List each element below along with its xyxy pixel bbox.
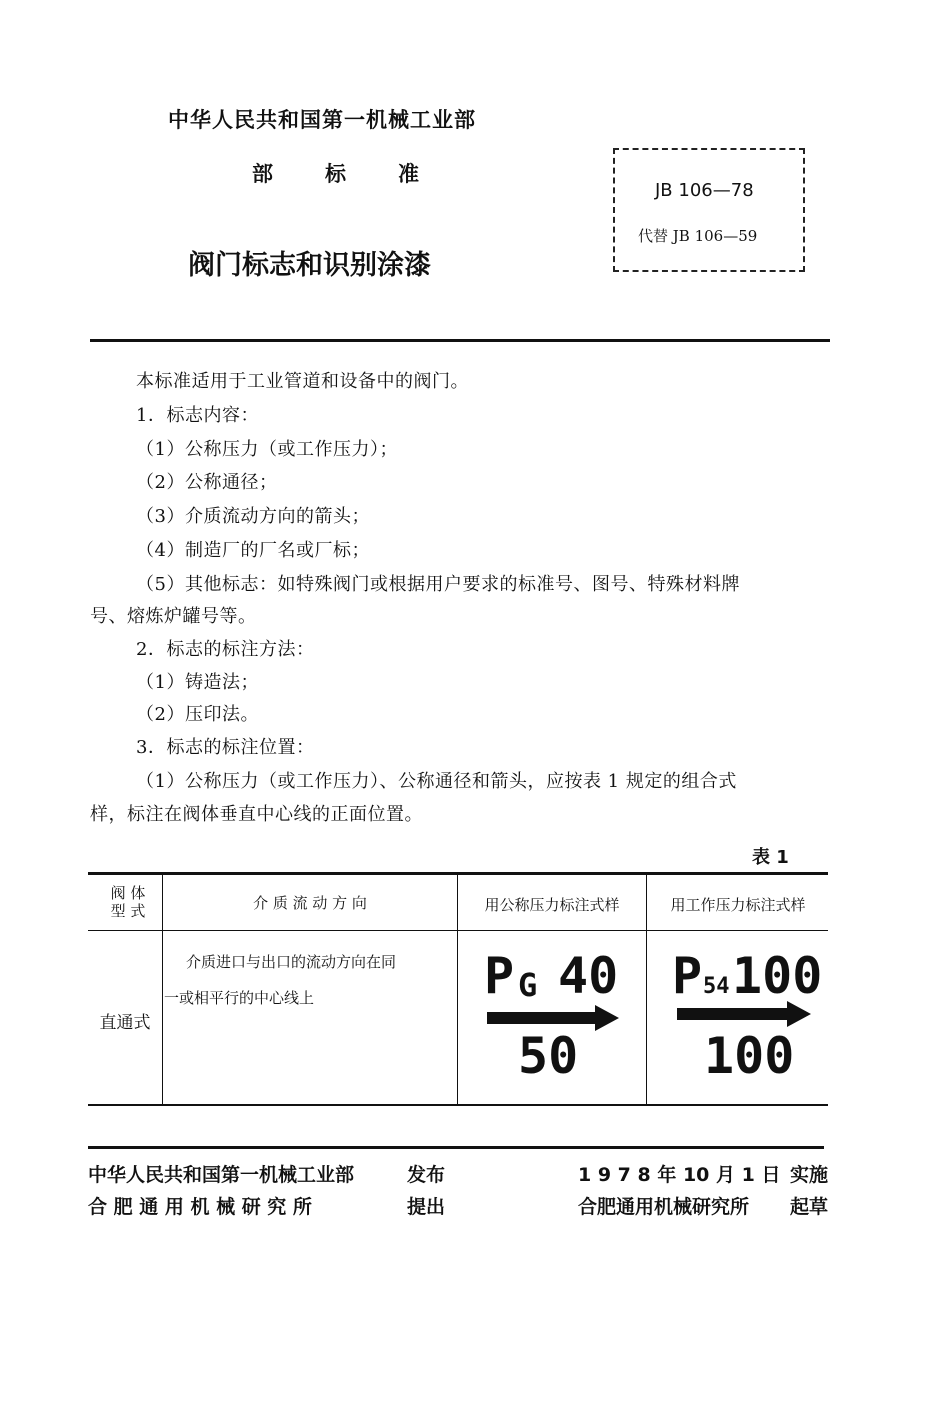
body-line-3-1: （1）公称压力（或工作压力）、公称通径和箭头，应按表 1 规定的组合式 <box>136 771 737 792</box>
table-label: 表 1 <box>752 847 789 868</box>
nominal-diameter-value: 50 <box>518 1027 579 1085</box>
body-line-1-1: （1）公称压力（或工作压力）； <box>136 439 398 460</box>
working-pressure-sub: 54 <box>703 974 730 999</box>
ministry-heading: 中华人民共和国第一机械工业部 <box>168 108 476 132</box>
body-line-1: 1．标志内容： <box>136 405 259 426</box>
header-working-pressure-style: 用工作压力标注式样 <box>670 896 806 914</box>
footer-draft-label: 起草 <box>790 1196 829 1218</box>
document-title: 阀门标志和识别涂漆 <box>188 250 431 281</box>
footer-rule <box>88 1146 824 1149</box>
nominal-pressure-p: P <box>484 947 515 1005</box>
body-line-1-5-cont: 号、熔炼炉罐号等。 <box>90 606 257 627</box>
footer-proposer: 合 肥 通 用 机 械 研 究 所 <box>88 1196 312 1218</box>
standard-type-char-3: 准 <box>398 162 419 186</box>
body-line-3: 3．标志的标注位置： <box>136 737 315 758</box>
body-line-2-2: （2）压印法。 <box>136 704 259 725</box>
working-flow-arrow-head <box>787 1001 811 1027</box>
standard-type <box>252 158 471 188</box>
nominal-pressure-value: 40 <box>558 947 619 1005</box>
header-flow-direction: 介 质 流 动 方 向 <box>253 894 367 912</box>
table-top-rule <box>88 872 828 875</box>
header-body-type-bottom: 型 式 <box>110 902 146 920</box>
row-flow-line-2: 一或相平行的中心线上 <box>164 989 315 1007</box>
body-line-2: 2．标志的标注方法： <box>136 639 315 660</box>
header-nominal-pressure-style: 用公称压力标注式样 <box>484 896 620 914</box>
body-line-intro: 本标准适用于工业管道和设备中的阀门。 <box>136 371 469 392</box>
footer-publish-label: 发布 <box>407 1164 446 1186</box>
body-line-2-1: （1）铸造法； <box>136 672 259 693</box>
footer-propose-label: 提出 <box>407 1196 446 1218</box>
nominal-flow-arrow-head <box>595 1005 619 1031</box>
standard-type-char-1: 部 <box>252 162 273 186</box>
working-flow-arrow-shaft <box>677 1008 787 1020</box>
header-rule <box>90 339 830 342</box>
working-diameter-value: 100 <box>704 1027 795 1085</box>
table-bottom-rule <box>88 1104 828 1106</box>
working-pressure-value: 100 <box>732 947 823 1005</box>
row-flow-line-1: 介质进口与出口的流动方向在同 <box>186 953 397 971</box>
row-body-type: 直通式 <box>99 1013 151 1033</box>
body-line-1-4: （4）制造厂的厂名或厂标； <box>136 540 370 561</box>
body-line-1-3: （3）介质流动方向的箭头； <box>136 506 370 527</box>
standard-code-box <box>613 148 805 272</box>
standard-code: JB 106—78 <box>655 180 754 201</box>
footer-effective-date: 1 9 7 8 年 10 月 1 日 <box>578 1164 781 1186</box>
body-line-3-1-cont: 样，标注在阀体垂直中心线的正面位置。 <box>90 804 423 825</box>
body-line-1-5: （5）其他标志：如特殊阀门或根据用户要求的标准号、图号、特殊材料牌 <box>136 574 740 595</box>
nominal-flow-arrow-shaft <box>487 1012 595 1024</box>
header-body-type-top: 阀 体 <box>110 884 146 902</box>
table-header-rule <box>88 930 828 931</box>
footer-effective-label: 实施 <box>790 1164 829 1186</box>
footer-publisher: 中华人民共和国第一机械工业部 <box>88 1164 355 1186</box>
replaces-code: 代替 JB 106—59 <box>638 227 758 245</box>
footer-drafter: 合肥通用机械研究所 <box>578 1196 750 1218</box>
standard-type-char-2: 标 <box>325 162 346 186</box>
nominal-pressure-sub: G <box>518 966 538 1004</box>
working-pressure-p: P <box>672 947 703 1005</box>
body-line-1-2: （2）公称通径； <box>136 472 278 493</box>
